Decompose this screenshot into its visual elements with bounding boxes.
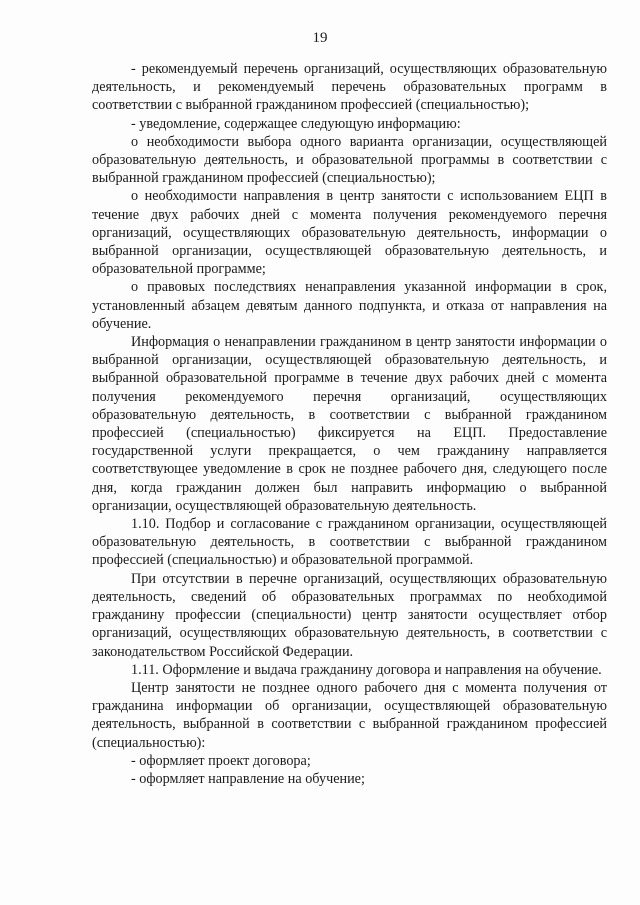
paragraph-section-1-10: 1.10. Подбор и согласование с гражданином организации, осуществляющей образовательную деятельность, в соответствии с выбранной гражданином профессией (специальностью) и образовательной программой. (92, 516, 607, 569)
document-body (92, 60, 607, 788)
paragraph-employment-center-deadline: Центр занятости не позднее одного рабочего дня с момента получения от гражданина информации об организации, осуществляющей образовательную деятельность, выбранной в соответствии с выбранной гражданином профессией (специальностью): (92, 679, 607, 751)
paragraph-legal-consequences: о правовых последствиях ненаправления указанной информации в срок, установленный абзацем девятым данного подпункта, и отказа от направления на обучение. (92, 279, 607, 332)
paragraph-absence-of-programs: При отсутствии в перечне организаций, осуществляющих образовательную деятельность, сведений об образовательных программах по необходимой гражданину профессии (специальности) центр занятости осуществляет отбор организаций, осуществляющих образовательную деятельность, в соответствии с законодательством Российской Федерации. (92, 570, 607, 660)
paragraph-recommended-list: - рекомендуемый перечень организаций, осуществляющих образовательную деятельность, и рекомендуемый перечень образовательных программ в соответствии с выбранной гражданином профессией (специальностью); (92, 61, 607, 114)
paragraph-section-1-11: 1.11. Оформление и выдача гражданину договора и направления на обучение. (131, 661, 602, 678)
paragraph-non-sending-info: Информация о ненаправлении гражданином в центр занятости информации о выбранной организации, осуществляющей образовательную деятельность, и выбранной образовательной программе в течение двух рабочих дней с момента получения рекомендуемого перечня организаций, осуществляющих образовательную деятельность, в соответствии с выбранной гражданином профессией (специальностью) фиксируется на ЕЦП. Предоставление государственной услуги прекращается, о чем гражданину направляется соответствующее уведомление в срок не позднее рабочего дня, следующего после дня, когда гражданин должен был направить информацию о выбранной организации, осуществляющей образовательную деятельность. (92, 334, 607, 514)
paragraph-choice-necessity: о необходимости выбора одного варианта организации, осуществляющей образовательную деятельность, и образовательной программы в соответствии с выбранной гражданином профессией (специальностью); (92, 133, 607, 187)
list-item-contract-draft: - оформляет проект договора; (131, 752, 311, 769)
paragraph-sending-necessity: о необходимости направления в центр занятости с использованием ЕЦП в течение двух рабочих дней с момента получения рекомендуемого перечня организаций, осуществляющих образовательную деятельность, информации о выбранной организации, осуществляющей образовательную деятельность, и образовательной программе; (92, 188, 607, 278)
page-number: 19 (312, 30, 328, 46)
paragraph-notification-intro: - уведомление, содержащее следующую информацию: (131, 115, 461, 132)
list-item-training-referral: - оформляет направление на обучение; (131, 770, 365, 787)
